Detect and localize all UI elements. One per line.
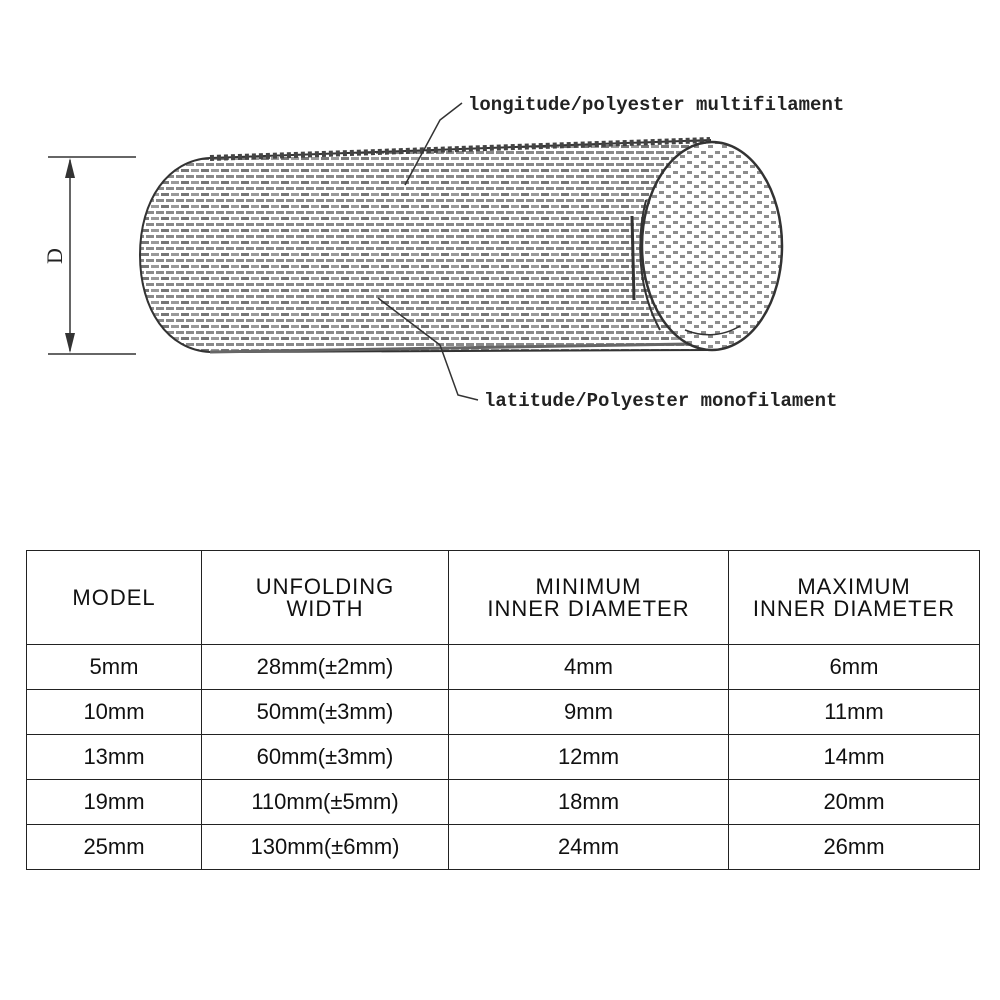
table-row <box>27 645 980 690</box>
cell-unfolding-width: 50mm(±3mm) <box>202 690 449 735</box>
header-line: UNFOLDING <box>255 573 395 599</box>
cell-min-diameter: 4mm <box>449 645 729 690</box>
dimension-label: D <box>42 248 67 264</box>
header-model <box>27 551 202 645</box>
braided-sleeve <box>140 140 782 352</box>
header-line: WIDTH <box>286 595 364 621</box>
table-header-row <box>27 551 980 645</box>
cell-unfolding-width: 60mm(±3mm) <box>202 735 449 780</box>
header-line: INNER DIAMETER <box>752 595 956 621</box>
cell-model: 25mm <box>27 825 202 870</box>
latitude-label: latitude/Polyester monofilament <box>484 390 838 412</box>
cell-max-diameter: 14mm <box>729 735 980 780</box>
cell-unfolding-width: 130mm(±6mm) <box>202 825 449 870</box>
header-unfolding-width <box>202 551 449 645</box>
cell-model: 5mm <box>27 645 202 690</box>
header-minimum-inner-diameter <box>449 551 729 645</box>
cell-unfolding-width: 110mm(±5mm) <box>202 780 449 825</box>
header-line: INNER DIAMETER <box>487 595 690 621</box>
specification-table <box>26 550 980 870</box>
sleeve-open-end <box>642 142 782 350</box>
table-row <box>27 735 980 780</box>
cell-max-diameter: 11mm <box>729 690 980 735</box>
table-row <box>27 780 980 825</box>
table-row <box>27 690 980 735</box>
header-maximum-inner-diameter <box>729 551 980 645</box>
cell-model: 19mm <box>27 780 202 825</box>
cell-max-diameter: 20mm <box>729 780 980 825</box>
cell-min-diameter: 24mm <box>449 825 729 870</box>
cell-min-diameter: 12mm <box>449 735 729 780</box>
cell-max-diameter: 26mm <box>729 825 980 870</box>
cell-max-diameter: 6mm <box>729 645 980 690</box>
header-line: MAXIMUM <box>797 573 911 599</box>
table-row <box>27 825 980 870</box>
longitude-label: longitude/polyester multifilament <box>468 94 845 116</box>
cell-model: 13mm <box>27 735 202 780</box>
header-line: MINIMUM <box>535 573 642 599</box>
cell-model: 10mm <box>27 690 202 735</box>
cell-min-diameter: 18mm <box>449 780 729 825</box>
header-line: MODEL <box>72 584 156 610</box>
cell-min-diameter: 9mm <box>449 690 729 735</box>
cell-unfolding-width: 28mm(±2mm) <box>202 645 449 690</box>
